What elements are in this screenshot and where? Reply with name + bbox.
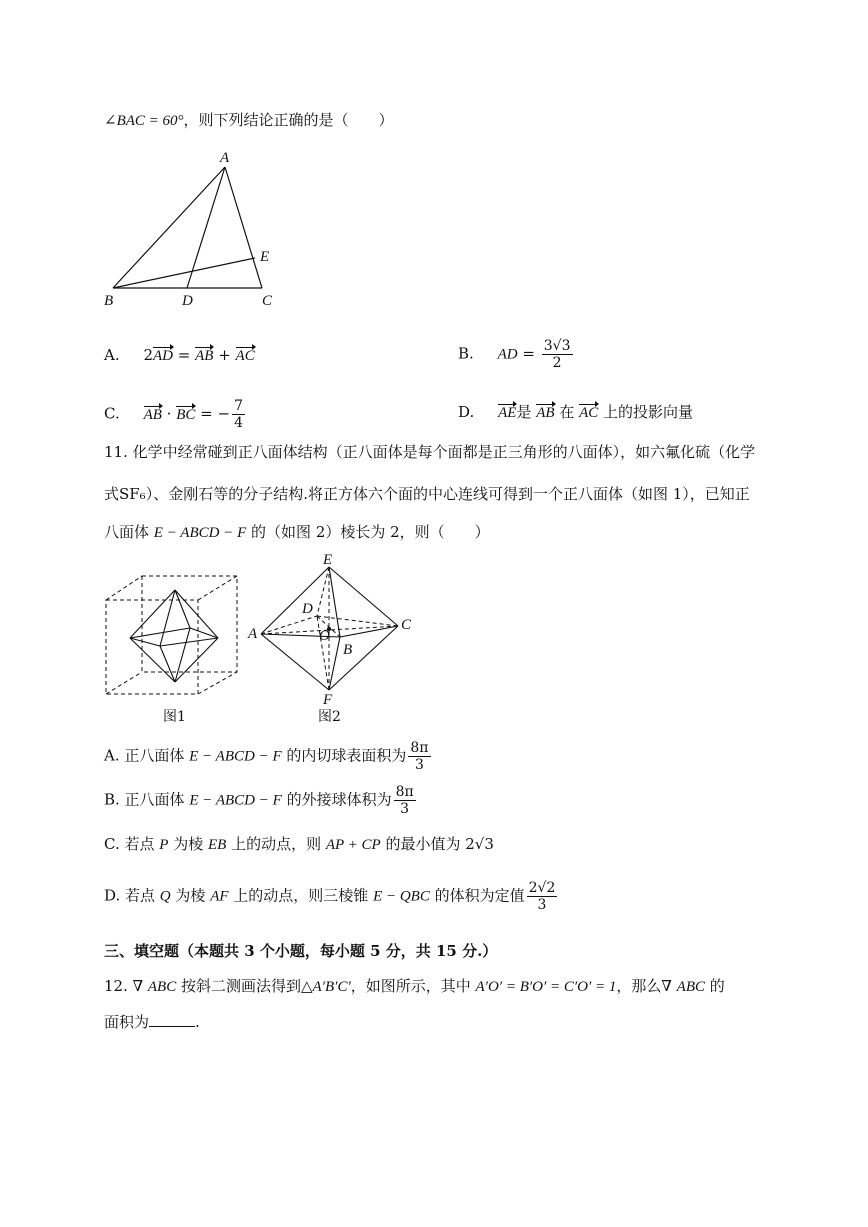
edge-ec	[329, 567, 398, 626]
q11-line-2: 式SF₆）、金刚石等的分子结构.将正方体六个面的中心连线可得到一个正八面体（如图 1），已知正	[104, 485, 750, 503]
section-3-title: 三、填空题（本题共 3 个小题，每小题 5 分，共 15 分.）	[104, 942, 498, 960]
q11-option-b: B. 正八面体 E − ABCD − F 的外接球体积为 $\frac{8\pi}{3}$	[104, 784, 414, 817]
q12-line-2: 面积为 .	[104, 1013, 200, 1031]
edge-ab	[113, 167, 225, 288]
cube-edge	[106, 672, 142, 694]
octa-edge	[130, 628, 190, 638]
label-o: O	[319, 628, 330, 644]
octa-edge	[175, 590, 190, 628]
cube-edge	[198, 672, 237, 694]
label-b: B	[104, 293, 114, 309]
label-d: D	[182, 293, 193, 309]
octa-edge	[160, 646, 175, 682]
cube-edge	[106, 576, 142, 600]
octa-edge	[160, 638, 218, 646]
cube-back-face	[142, 576, 237, 672]
figure-2-caption: 图2	[318, 709, 341, 725]
figure-1-caption: 图1	[163, 709, 186, 725]
q11-option-c: C. 若点 P 为棱 EB 上的动点，则 AP + CP 的最小值为 2√3	[104, 835, 494, 853]
fraction: $\frac{8\pi}{3}$	[410, 740, 429, 773]
q12-line-1: 12. ∇ ABC 按斜二测画法得到△A′B′C′，如图所示，其中 A′O′ = B′O′ = C′O′ = 1，那么∇ ABC 的	[104, 977, 725, 995]
edge-eb	[329, 567, 340, 637]
q10-option-c: C. AB · BC = − $\frac{7}{4}$	[104, 398, 243, 431]
q11-line-1: 11. 化学中经常碰到正八面体结构（正八面体是每个面都是正三角形的八面体），如六氟化硫（化学	[104, 443, 756, 461]
segment-be	[113, 258, 255, 288]
label-a: A	[220, 150, 230, 166]
fraction: $\frac{8\pi}{3}$	[395, 784, 414, 817]
fraction: $\frac{3√3}{2}$	[543, 338, 571, 371]
answer-blank[interactable]	[149, 1012, 195, 1027]
edge-ed	[317, 567, 329, 616]
q10-triangle-figure	[100, 145, 290, 315]
q10-stem	[104, 110, 394, 131]
q10-option-b: B. AD = $\frac{3√3}{2}$	[458, 338, 571, 371]
q10-angle: ∠BAC = 60°	[104, 113, 184, 129]
label-e: E	[260, 249, 270, 265]
q11-line-3: 八面体 E − ABCD − F 的（如图 2）棱长为 2，则（ ）	[104, 523, 490, 541]
cube-edge	[198, 576, 237, 600]
label-d: D	[302, 601, 313, 617]
q11-option-d: D. 若点 Q 为棱 AF 上的动点，则三棱锥 E − QBC 的体积为定值 $\frac{2√2}{3}$	[104, 880, 556, 913]
edge-ea	[261, 567, 329, 634]
q11-figure-2	[245, 550, 420, 708]
label-c: C	[262, 293, 273, 309]
label-f: F	[323, 692, 333, 708]
label-a: A	[248, 626, 258, 642]
q10-option-a: A. 2AD = AB + AC	[104, 346, 255, 364]
edge-ac	[225, 167, 262, 288]
q11-option-a: A. 正八面体 E − ABCD − F 的内切球表面积为 $\frac{8\pi}{3}$	[104, 740, 429, 773]
fraction: $\frac{2√2}{3}$	[528, 880, 556, 913]
q10-stem-text: ，则下列结论正确的是（ ）	[183, 111, 394, 129]
label-b: B	[343, 642, 353, 658]
label-e: E	[323, 552, 333, 568]
segment-ad	[187, 167, 225, 288]
q10-option-d: D. AE是 AB 在 AC 上的投影向量	[458, 403, 694, 421]
label-c: C	[401, 617, 412, 633]
q11-figure-1	[100, 570, 245, 705]
fraction: $\frac{7}{4}$	[234, 398, 243, 431]
